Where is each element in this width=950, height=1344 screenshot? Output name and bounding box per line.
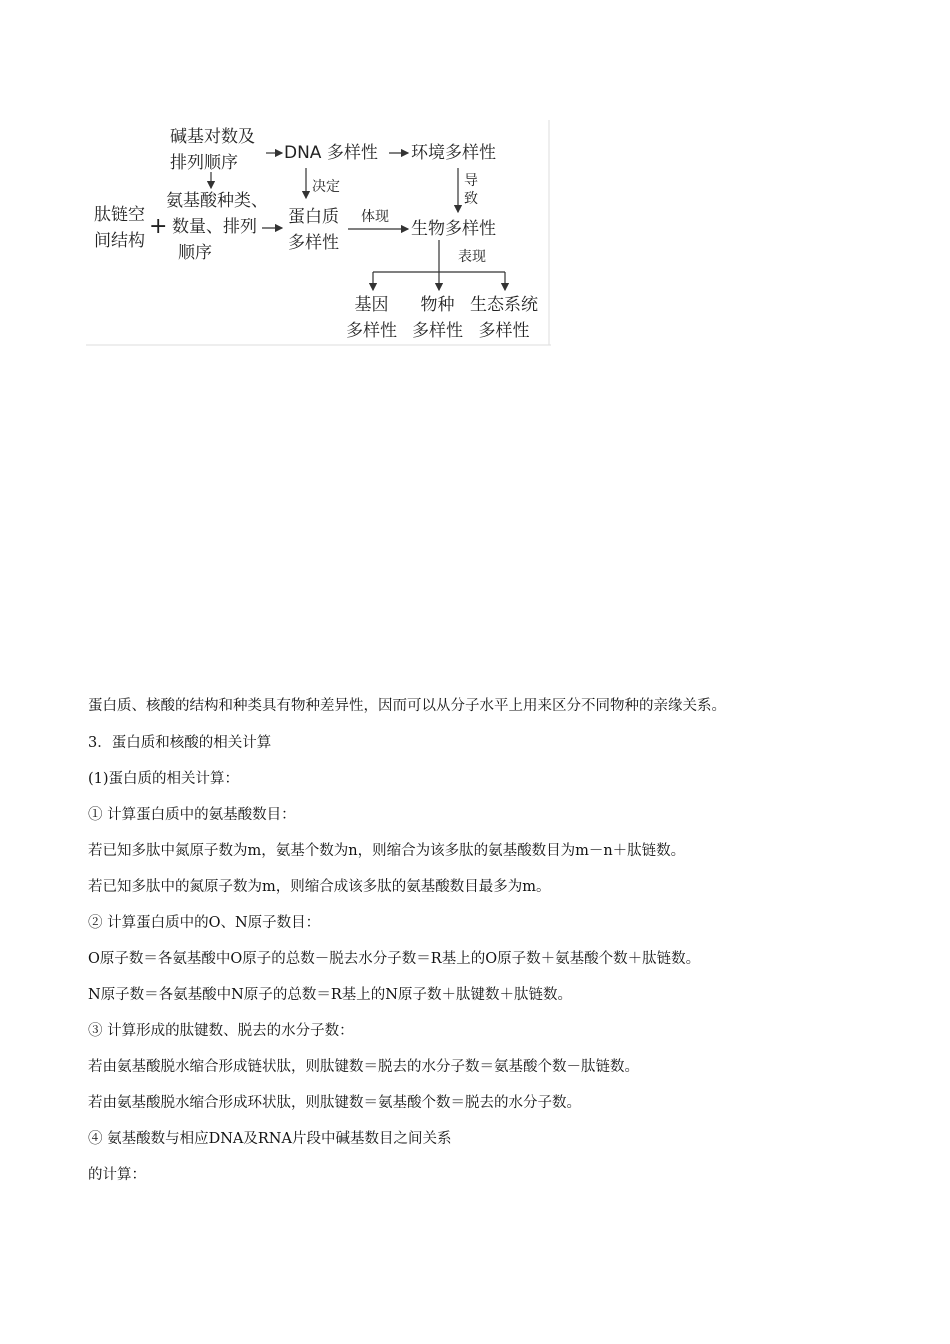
subsection-heading-1: (1)蛋白质的相关计算： [88, 771, 240, 787]
node-aa-line1: 氨基酸种类、 [166, 191, 268, 211]
node-dna-diversity: DNA 多样性 [284, 143, 378, 163]
node-eco-line2: 多样性 [478, 321, 530, 341]
node-ecosystem-diversity [470, 292, 538, 344]
biodiversity-diagram [86, 120, 551, 348]
text-line-9: N原子数＝各氨基酸中N原子的总数＝R基上的N原子数＋肽键数＋肽链数。 [88, 987, 572, 1003]
node-gene-diversity [346, 292, 397, 344]
node-amino-acids [166, 188, 268, 266]
node-aa-line2: 数量、排列 [172, 217, 257, 237]
label-express: 表现 [458, 249, 486, 265]
text-line-8: O原子数＝各氨基酸中O原子的总数－脱去水分子数＝R基上的O原子数＋氨基酸个数＋肽链数。 [88, 951, 701, 967]
node-peptide-line2: 间结构 [94, 231, 145, 251]
node-protein-diversity [288, 204, 339, 256]
text-line-11: 若由氨基酸脱水缩合形成链状肽，则肽键数＝脱去的水分子数＝氨基酸个数－肽链数。 [88, 1059, 639, 1075]
node-eco-line1: 生态系统 [470, 295, 538, 315]
node-gene-line2: 多样性 [346, 321, 397, 341]
item-heading-3: ③ 计算形成的肽键数、脱去的水分子数： [88, 1023, 354, 1039]
label-lead-to [464, 172, 478, 208]
label-lead-line1: 导 [464, 173, 478, 189]
item-heading-1: ① 计算蛋白质中的氨基酸数目： [88, 807, 296, 823]
text-line-14: 的计算： [88, 1167, 146, 1183]
node-base-line2: 排列顺序 [170, 153, 238, 173]
node-protein-line2: 多样性 [288, 233, 339, 253]
node-aa-line3: 顺序 [178, 243, 212, 263]
node-env-diversity: 环境多样性 [411, 143, 496, 163]
text-line-1: 蛋白质、核酸的结构和种类具有物种差异性，因而可以从分子水平上用来区分不同物种的亲缘关系。 [88, 698, 726, 714]
node-species-diversity [412, 292, 463, 344]
node-peptide-structure [94, 202, 145, 254]
label-reflect: 体现 [361, 209, 389, 225]
plus-sign: + [149, 214, 168, 239]
node-base-pairs [170, 124, 255, 176]
node-protein-line1: 蛋白质 [288, 207, 339, 227]
text-line-5: 若已知多肽中氮原子数为m，氨基个数为n，则缩合为该多肽的氨基酸数目为m－n＋肽链数。 [88, 843, 686, 859]
text-line-12: 若由氨基酸脱水缩合形成环状肽，则肽键数＝氨基酸个数＝脱去的水分子数。 [88, 1095, 581, 1111]
node-peptide-line1: 肽链空 [94, 205, 145, 225]
node-base-line1: 碱基对数及 [170, 127, 255, 147]
item-heading-2: ② 计算蛋白质中的O、N原子数目： [88, 915, 321, 931]
node-species-line1: 物种 [420, 295, 455, 315]
node-species-line2: 多样性 [412, 321, 463, 341]
node-bio-diversity: 生物多样性 [411, 219, 496, 239]
label-lead-line2: 致 [464, 191, 478, 207]
section-heading-3: 3．蛋白质和核酸的相关计算 [88, 735, 272, 751]
label-decide: 决定 [312, 179, 340, 195]
text-line-6: 若已知多肽中的氮原子数为m，则缩合成该多肽的氨基酸数目最多为m。 [88, 879, 551, 895]
item-heading-4: ④ 氨基酸数与相应DNA及RNA片段中碱基数目之间关系 [88, 1131, 452, 1147]
node-gene-line1: 基因 [354, 295, 389, 315]
